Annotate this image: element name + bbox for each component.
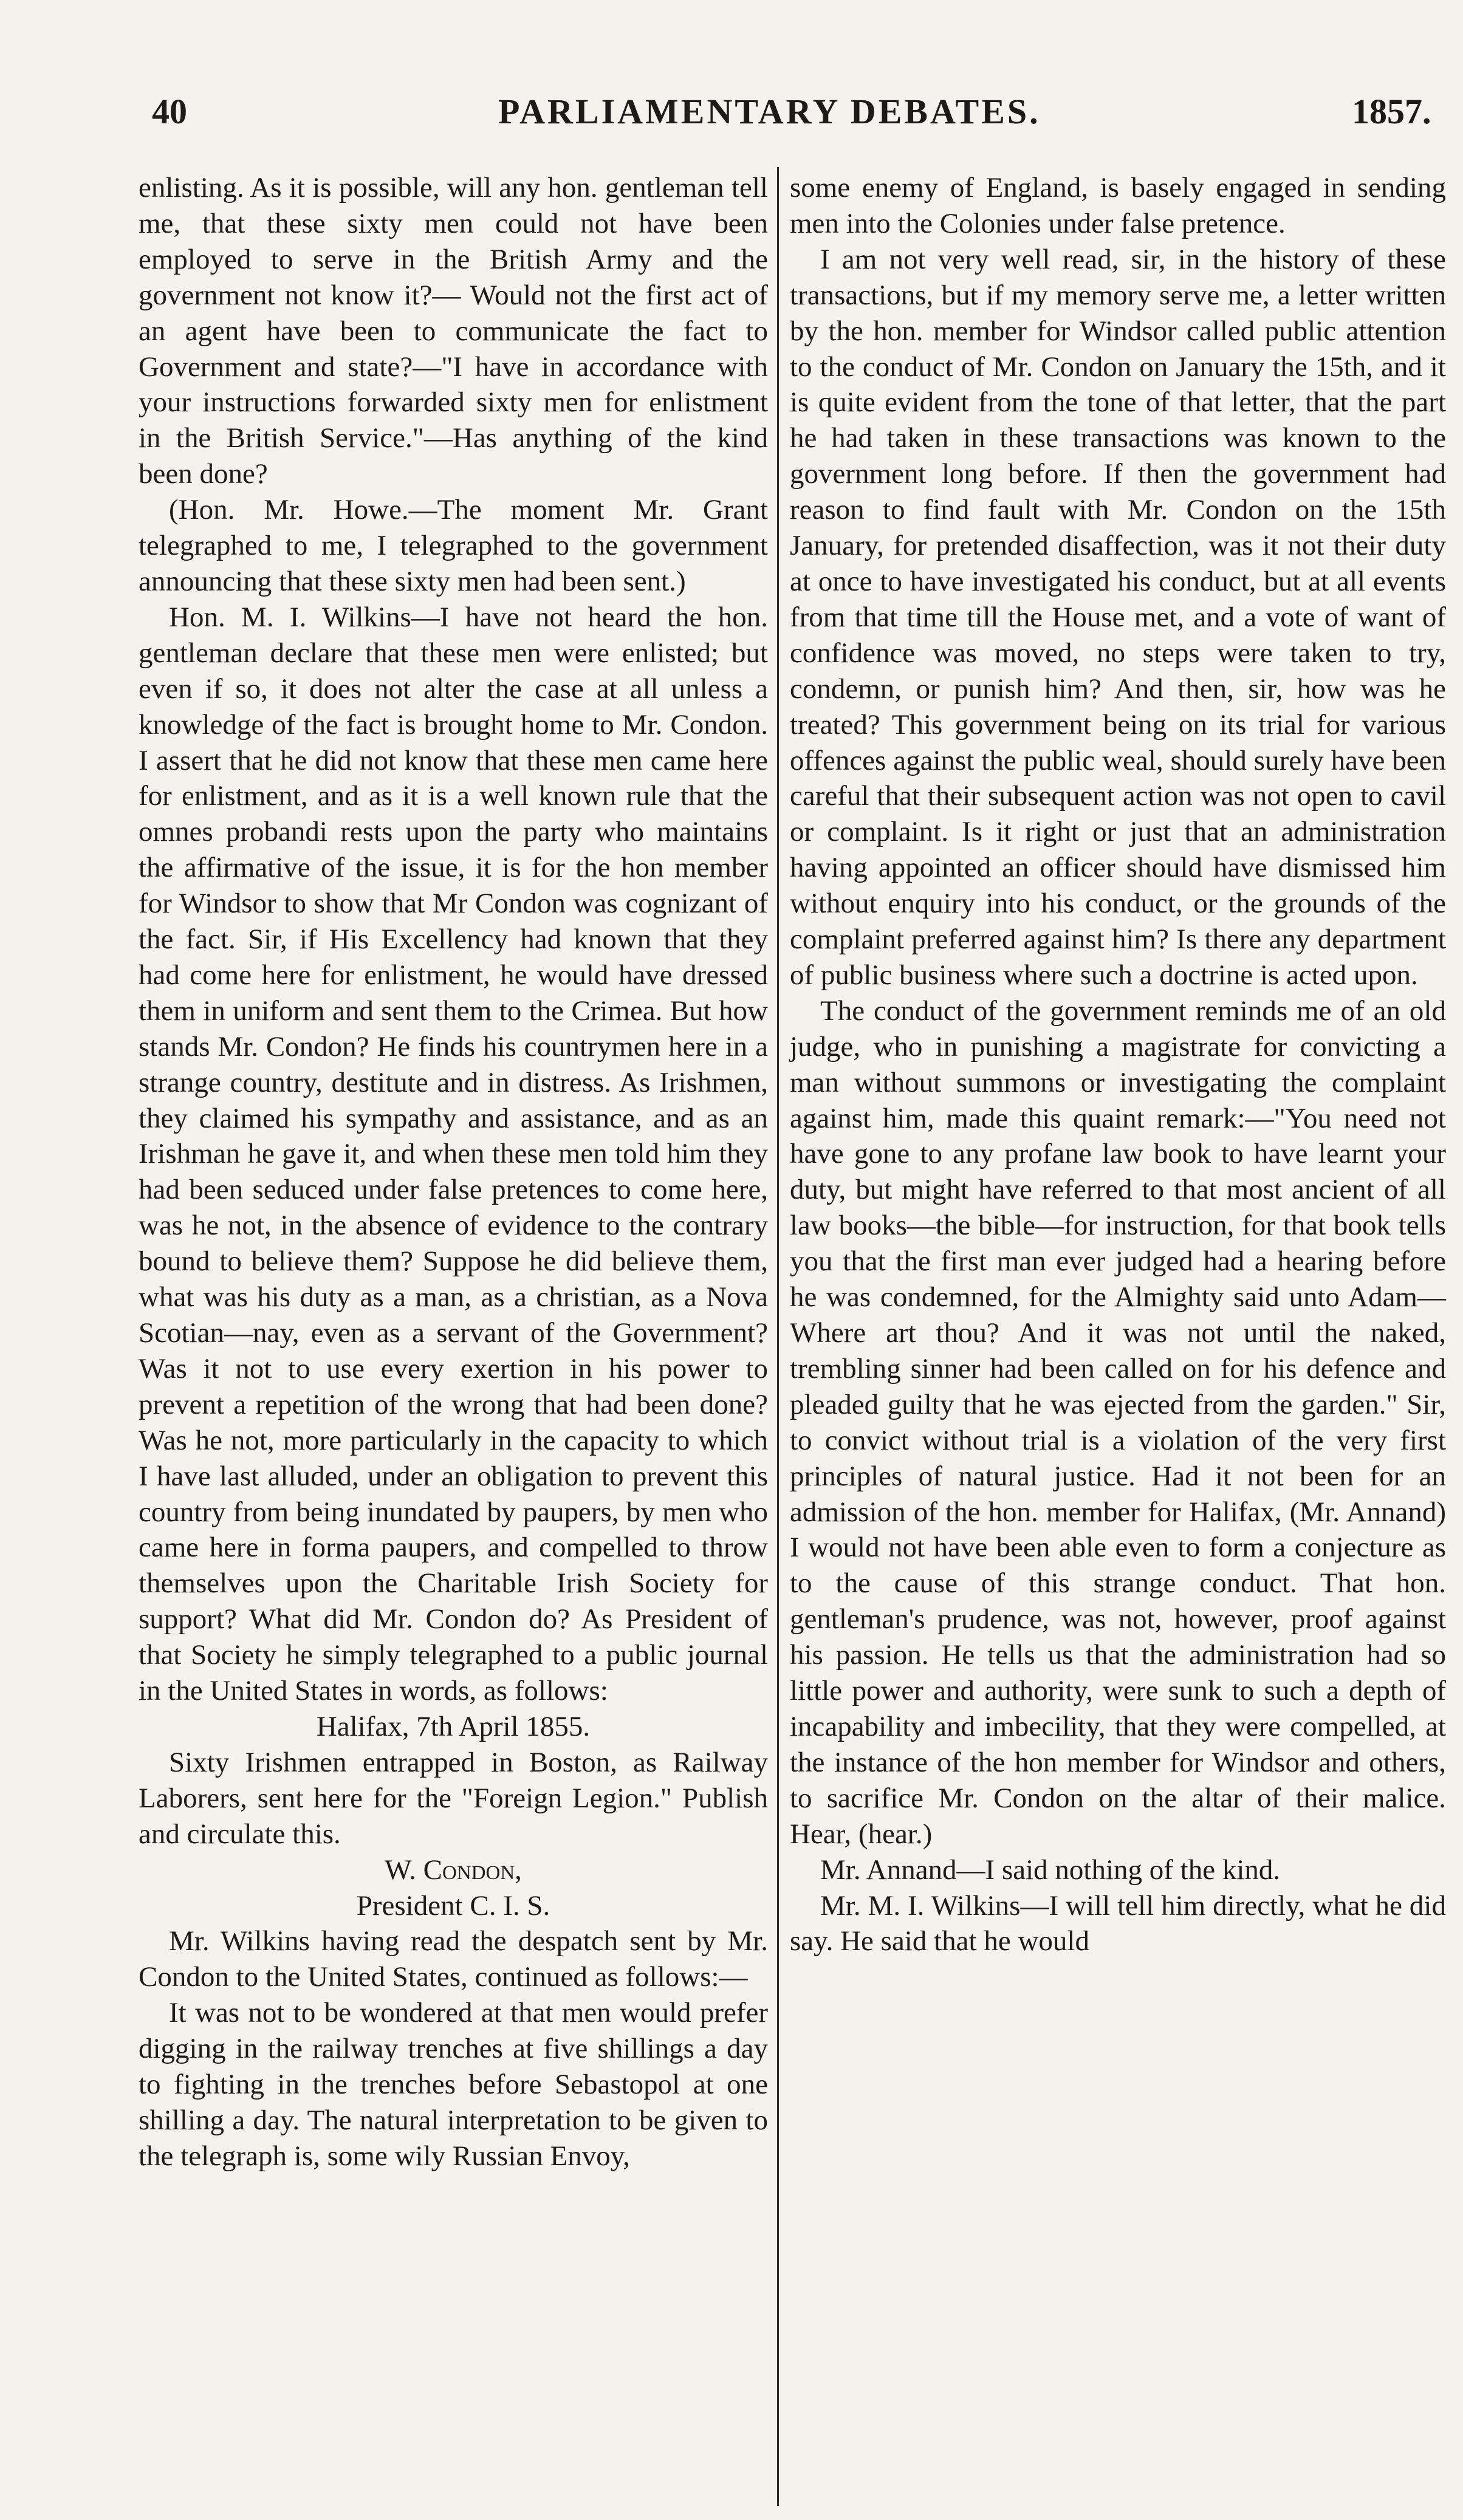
paragraph: Hon. M. I. Wilkins—I have not heard the hon. gentleman declare that these men were enlisted; but even if so, it does not alter the case at all unless a knowledge of the fact is brought home to Mr. Condon. I assert that he did not know that these men came here for enlistment, and as it is a well known rule that the omnes probandi rests upon the party who maintains the affirmative of the issue, it is for the hon member for Windsor to show that Mr Condon was cognizant of the fact. Sir, if His Excellency had known that they had come here for enlistment, he would have dressed them in uniform and sent them to the Crimea. But how stands Mr. Condon? He finds his countrymen here in a strange country, destitute and in distress. As Irishmen, they claimed his sympathy and assistance, and as an Irishman he gave it, and when these men told him they had been seduced under false pretences to come here, was he not, in the absence of evidence to the contrary bound to believe them? Suppose he did believe them, what was his duty as a man, as a christian, as a Nova Scotian—nay, even as a servant of the Government? Was it not to use every exertion in his power to prevent a repetition of the wrong that had been done? Was he not, more particularly in the capacity to which I have last alluded, under an obligation to prevent this country from being inundated by paupers, by men who came here in forma paupers, and compelled to throw themselves upon the Charitable Irish Society for support? What did Mr. Condon do? As President of that Society he simply telegraphed to a public journal in the United States in words, as follows: [139, 601, 768, 1707]
column-divider [777, 167, 779, 2506]
page-header [0, 91, 1463, 140]
paragraph: Mr. Annand—I said nothing of the kind. [820, 1854, 1281, 1886]
paragraph: enlisting. As it is possible, will any hon. gentleman tell me, that these sixty men could not have been employed to serve in the British Army and the government not know it?— Would not the first act of an agent have been to communicate the fact to Government and state?—"I have in accordance with your instructions forwarded sixty men for enlistment in the British Service."—Has anything of the kind been done? [139, 172, 768, 490]
telegram-dateline: Halifax, 7th April 1855. [316, 1710, 591, 1742]
telegram-signature: W. Condon, [385, 1854, 522, 1886]
telegram-body: Sixty Irishmen entrapped in Boston, as Railway Laborers, sent here for the "Foreign Legion." Publish and circulate this. [139, 1746, 768, 1850]
paragraph: I am not very well read, sir, in the history of these transactions, but if my memory serve me, a letter written by the hon. member for Windsor called public attention to the conduct of Mr. Condon on January the 15th, and it is quite evident from the tone of that letter, that the part he had taken in these transactions was known to the government long before. If then the government had reason to find fault with Mr. Condon on the 15th January, for pretended disaffection, was it not their duty at once to have investigated his conduct, but at all events from that time till the House met, and a vote of want of confidence was moved, no steps were taken to try, condemn, or punish him? And then, sir, how was he treated? This government being on its trial for various offences against the public weal, should surely have been careful that their subsequent action was not open to cavil or complaint. Is it right or just that an administration having appointed an officer should have dismissed him without enquiry into his conduct, or the grounds of the complaint preferred against him? Is there any department of public business where such a doctrine is acted upon. [790, 243, 1446, 991]
right-column [790, 170, 1446, 1959]
left-column [139, 170, 768, 2174]
paragraph: The conduct of the government reminds me of an old judge, who in punishing a magistrate for convicting a man without summons or investigating the complaint against him, made this quaint remark:—"You need not have gone to any profane law book to have learnt your duty, but might have referred to that most ancient of all law books—the bible—for instruction, for that book tells you that the first man ever judged had a hearing before he was condemned, for the Almighty said unto Adam—Where art thou? And it was not until the naked, trembling sinner had been called on for his defence and pleaded guilty that he was ejected from the garden." Sir, to convict without trial is a violation of the very first principles of natural justice. Had it not been for an admission of the hon. member for Halifax, (Mr. Annand) I would not have been able even to form a conjecture as to the cause of this strange conduct. That hon. gentleman's prudence, was not, however, proof against his passion. He tells us that the administration had so little power and authority, were sunk to such a depth of incapability and imbecility, that they were compelled, at the instance of the hon member for Windsor and others, to sacrifice Mr. Condon on the altar of their malice. Hear, (hear.) [790, 995, 1446, 1850]
page-title: PARLIAMENTARY DEBATES. [498, 92, 1041, 131]
page-number: 40 [152, 92, 187, 131]
paragraph: Mr. M. I. Wilkins—I will tell him directly, what he did say. He said that he would [790, 1889, 1446, 1957]
page-year: 1857. [1352, 92, 1431, 131]
paragraph: (Hon. Mr. Howe.—The moment Mr. Grant telegraphed to me, I telegraphed to the government announcing that these sixty men had been sent.) [139, 494, 768, 597]
paragraph: some enemy of England, is basely engaged in sending men into the Colonies under false pretence. [790, 172, 1446, 239]
telegram-signature-title: President C. I. S. [356, 1889, 550, 1922]
paragraph: Mr. Wilkins having read the despatch sent by Mr. Condon to the United States, continued as follows:— [139, 1925, 768, 1993]
paragraph: It was not to be wondered at that men would prefer digging in the railway trenches at five shillings a day to fighting in the trenches before Sebastopol at one shilling a day. The natural interpretation to be given to the telegraph is, some wily Russian Envoy, [139, 1997, 768, 2172]
